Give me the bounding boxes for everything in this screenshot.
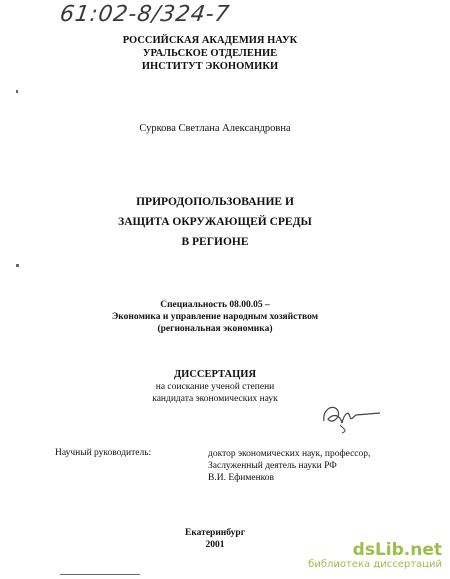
organization-block <box>0 34 420 73</box>
degree-line-2: кандидата экономических наук <box>152 394 278 404</box>
scan-mark <box>16 264 19 267</box>
watermark-subtitle: библиотека диссертаций <box>308 559 442 570</box>
document-type-heading: ДИССЕРТАЦИЯ <box>173 369 257 380</box>
title-line-1: ПРИРОДОПОЛЬЗОВАНИЕ И <box>136 196 294 208</box>
specialty-block <box>0 299 430 335</box>
author-name: Суркова Светлана Александровна <box>139 123 291 134</box>
supervisor-label: Научный руководитель: <box>55 448 152 458</box>
handwritten-signature <box>320 395 390 435</box>
organization-line-branch: УРАЛЬСКОЕ ОТДЕЛЕНИЕ <box>142 48 278 59</box>
watermark-logo: dsLib.net <box>352 540 442 560</box>
dissertation-title <box>0 192 430 252</box>
year: 2001 <box>205 540 225 550</box>
supervisor-name: В.И. Ефименков <box>208 473 275 483</box>
scan-mark <box>60 574 140 575</box>
title-line-3: В РЕГИОНЕ <box>181 236 249 248</box>
specialty-subfield: (региональная экономика) <box>157 324 273 334</box>
city: Екатеринбург <box>184 528 246 538</box>
supervisor-degree: доктор экономических наук, профессор, <box>208 449 371 459</box>
organization-line-institute: ИНСТИТУТ ЭКОНОМИКИ <box>141 61 279 72</box>
site-watermark <box>308 541 442 571</box>
handwritten-archive-code: 61:02-8/324-7 <box>58 2 232 27</box>
supervisor-details <box>208 448 370 484</box>
supervisor-honor: Заслуженный деятель науки РФ <box>208 461 337 471</box>
specialty-name: Экономика и управление народным хозяйством <box>111 312 319 322</box>
specialty-code: Специальность 08.00.05 – <box>160 300 270 310</box>
organization-line-academy: РОССИЙСКАЯ АКАДЕМИЯ НАУК <box>122 35 298 46</box>
degree-line-1: на соискание ученой степени <box>155 382 275 392</box>
scan-mark <box>16 90 18 93</box>
title-line-2: ЗАЩИТА ОКРУЖАЮЩЕЙ СРЕДЫ <box>118 216 312 228</box>
